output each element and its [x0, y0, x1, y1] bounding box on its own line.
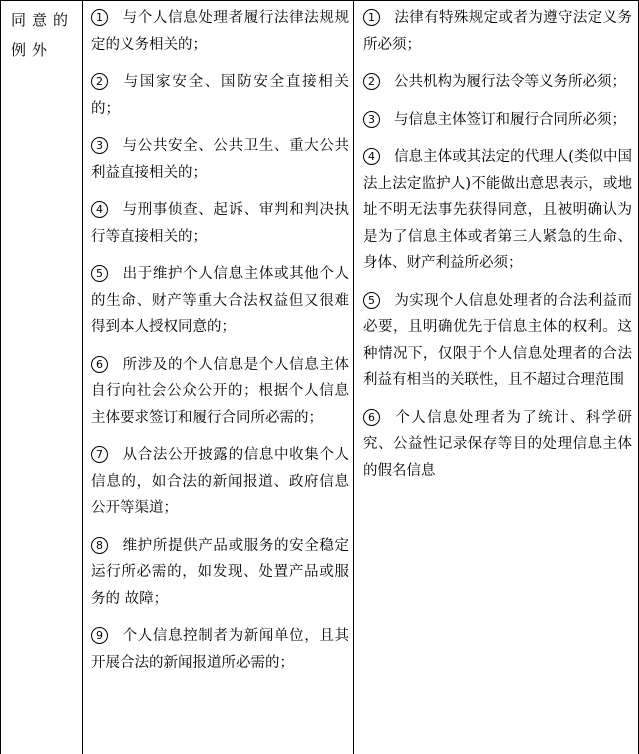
circled-number: 7	[91, 446, 108, 463]
list-item	[91, 69, 349, 122]
item-text: 与信息主体签订和履行合同所必须；	[394, 111, 626, 128]
circled-number: 2	[363, 73, 380, 90]
circled-number: 9	[91, 627, 108, 644]
circled-number: 8	[91, 537, 108, 554]
list-item	[91, 442, 349, 522]
list-item	[363, 69, 632, 96]
circled-number: 6	[363, 409, 380, 426]
list-item	[363, 288, 632, 394]
list-item	[363, 107, 632, 134]
item-text: 出于维护个人信息主体或其他个人的生命、财产等重大合法权益但又很难得到本人授权同意的；	[91, 266, 349, 335]
item-text: 信息主体或其法定的代理人(类似中国法上法定监护人)不能做出意思表示，或地址不明无法事先获得同意，且被明确认为是为了信息主体或者第三人紧急的生命、身体、财产利益所必须；	[363, 149, 632, 271]
column-divider	[353, 1, 354, 754]
item-text: 个人信息处理者为了统计、科学研究、公益性记录保存等目的处理信息主体的假名信息	[363, 409, 632, 479]
circled-number: 1	[91, 9, 108, 26]
list-item	[91, 133, 349, 186]
circled-number: 6	[91, 356, 108, 373]
item-text: 从合法公开披露的信息中收集个人信息的，如合法的新闻报道、政府信息公开等渠道；	[91, 447, 349, 516]
item-text: 与个人信息处理者履行法律法规规定的义务相关的；	[91, 10, 349, 53]
circled-number: 4	[91, 201, 108, 218]
circled-number: 2	[91, 73, 108, 90]
list-item	[363, 5, 632, 58]
circled-number: 1	[363, 9, 380, 26]
item-text: 公共机构为履行法令等义务所必须；	[394, 74, 626, 90]
item-text: 所涉及的个人信息是个人信息主体自行向社会公众公开的；根据个人信息主体要求签订和履行合同所必需的；	[91, 356, 349, 426]
circled-number: 3	[91, 137, 108, 154]
list-item	[363, 144, 632, 277]
item-text: 个人信息控制者为新闻单位，且其开展合法的新闻报道所必需的；	[91, 628, 349, 671]
circled-number: 4	[363, 148, 380, 165]
list-item	[91, 5, 349, 58]
item-text: 为实现个人信息处理者的合法利益而必要，且明确优先于信息主体的权利。这种情况下，仅限于个人信息处理者的合法利益有相当的关联性，且不超过合理范围	[363, 292, 632, 388]
list-item	[363, 405, 632, 485]
row-label: 同意的例外	[11, 11, 75, 59]
item-text: 与国家安全、国防安全直接相关的；	[91, 74, 349, 117]
right-exceptions-cell	[355, 1, 636, 754]
list-item	[91, 623, 349, 676]
item-text: 维护所提供产品或服务的安全稳定运行所必需的，如发现、处置产品或服务的 故障；	[91, 537, 349, 607]
label-cell	[4, 1, 82, 754]
item-text: 与公共安全、公共卫生、重大公共利益直接相关的；	[91, 138, 349, 181]
item-text: 与刑事侦查、起诉、审判和判决执行等直接相关的；	[91, 202, 349, 245]
left-exceptions-cell	[84, 1, 353, 754]
circled-number: 5	[363, 292, 380, 309]
list-item	[91, 197, 349, 250]
column-divider	[82, 1, 83, 754]
list-item	[91, 261, 349, 341]
circled-number: 5	[91, 265, 108, 282]
list-item	[91, 533, 349, 613]
item-text: 法律有特殊规定或者为遵守法定义务所必须；	[363, 10, 632, 53]
circled-number: 3	[363, 111, 380, 128]
list-item	[91, 352, 349, 432]
